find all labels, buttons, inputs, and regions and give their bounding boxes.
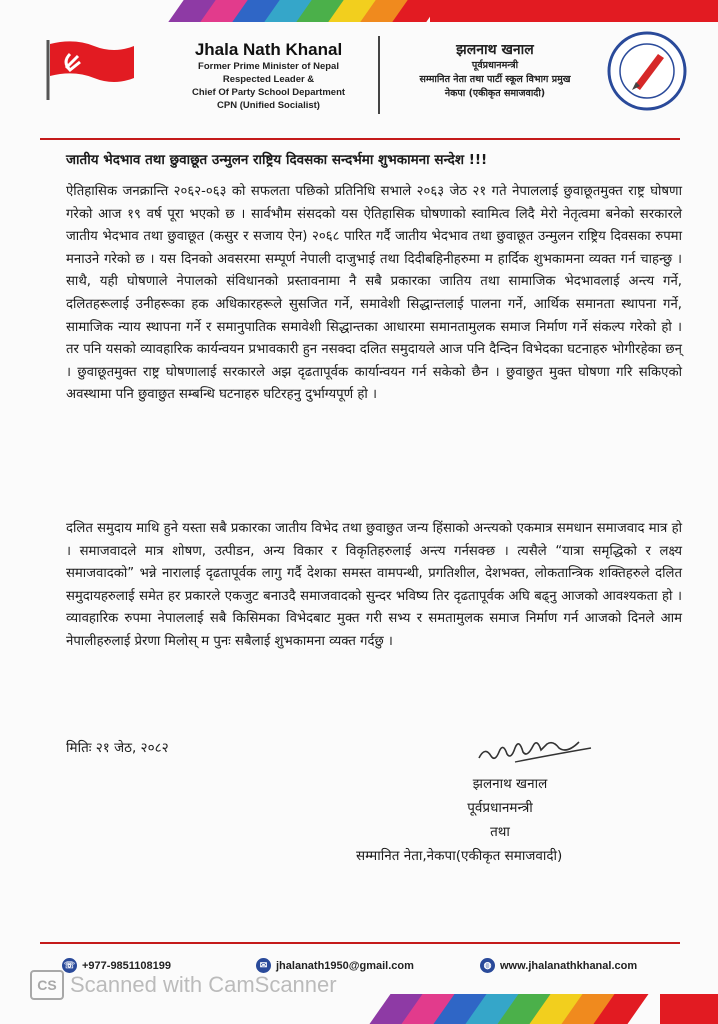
- letterhead: [38, 30, 688, 140]
- phone-number: +977-9851108199: [82, 959, 172, 972]
- hammer-sickle-flag-icon: [44, 38, 136, 100]
- nepali-title-line: सम्मानित नेता तथा पार्टी स्कूल विभाग प्रमुख: [419, 74, 571, 85]
- footer-rule: [40, 942, 680, 944]
- email-address: jhalanath1950@gmail.com: [276, 959, 414, 972]
- letter-date: मितिः २१ जेठ, २०८२: [66, 740, 169, 756]
- signatory-conjunction: तथा: [490, 824, 510, 840]
- globe-icon: ◍: [480, 958, 495, 973]
- english-title-line: Former Prime Minister of Nepal: [198, 61, 339, 72]
- signatory-title: पूर्वप्रधानमन्त्री: [467, 800, 533, 816]
- signatory-role: सम्मानित नेता,नेकपा(एकीकृत समाजवादी): [356, 848, 563, 864]
- letter-paragraph: दलित समुदाय माथि हुने यस्ता सबै प्रकारका जातीय विभेद तथा छुवाछुत जन्य हिंसाको अन्त्यको एकमात्र समधान समाजवाद मात्र हो । समाजवादले मात्र शोषण, उत्पीडन, अन्य विकार र विकृतिहरुलाई अन्त्य गर्नसक्छ । त्यसैले “यात्रा समृद्धिको र लक्ष्य समाजवादको” भन्ने नारालाई दृढतापूर्वक लागु गर्दै देशका समस्त वामपन्थी, प्रगतिशील, देशभक्त, लोकतान्त्रिक शक्तिहरुले दलित समुदायहरुलाई समेत हर प्रकारले एकजुट बनाउदै समाजवादको सुन्दर भविष्य तिर दृढतापूर्वक अघि बढ्नु आजको आवश्यकता हो । व्यावहारिक रुपमा नेपाललाई सबै किसिमका विभेदबाट मुक्त गरी सभ्य र समतामुलक समाज निर्माण गर्न आजको दिनले आम नेपालीहरुलाई प्रेरणा मिलोस् म पुनः सबैलाई शुभकामना व्यक्त गर्दछु ।: [66, 521, 682, 649]
- bottom-color-stripes: [0, 994, 718, 1024]
- english-letterhead: [166, 40, 371, 112]
- handwritten-signature: [475, 728, 595, 768]
- english-title-line: Respected Leader &: [222, 74, 315, 85]
- english-title-line: Chief Of Party School Department: [191, 87, 346, 98]
- nepali-title-line: पूर्वप्रधानमन्त्री: [471, 60, 519, 71]
- signatory-name: झलनाथ खनाल: [472, 776, 548, 792]
- letter-subject: जातीय भेदभाव तथा छुवाछूत उन्मुलन राष्ट्रिय दिवसका सन्दर्भमा शुभकामना सन्देश !!!: [66, 152, 488, 168]
- signatory-block: [350, 772, 650, 868]
- party-seal-icon: [606, 30, 688, 112]
- footer-website: [480, 958, 637, 973]
- watermark-text: Scanned with CamScanner: [70, 972, 337, 997]
- phone-icon: ☏: [62, 958, 77, 973]
- nepali-name: झलनाथ खनाल: [456, 42, 534, 58]
- website-url: www.jhalanathkhanal.com: [500, 959, 638, 972]
- nepali-title-line: नेकपा (एकीकृत समाजवादी): [444, 88, 546, 99]
- english-title-line: CPN (Unified Socialist): [217, 100, 320, 111]
- header-divider: [378, 36, 380, 114]
- email-icon: ✉: [256, 958, 271, 973]
- header-rule: [40, 138, 680, 140]
- top-color-stripes: [0, 0, 718, 22]
- english-name: Jhala Nath Khanal: [194, 40, 343, 59]
- camscanner-logo-icon: CS: [30, 970, 64, 1000]
- nepali-letterhead: [390, 40, 600, 101]
- letter-paragraph: ऐतिहासिक जनक्रान्ति २०६२-०६३ को सफलता पछिको प्रतिनिधि सभाले २०६३ जेठ २१ गते नेपाललाई छुवाछूतमुक्त राष्ट्र घोषणा गरेको आज १९ वर्ष पूरा भएको छ । सार्वभौम संसदको यस ऐतिहासिक घोषणाको स्वामित्व लिदै मेरो नेतृत्वमा बनेको सरकारले जातीय भेदभाव तथा छुवाछूत (कसुर र सजाय ऐन) २०६८ पारित गर्दै जातीय भेदभाव तथा छुवाछूत उन्मुलन राष्ट्रिय दिवसका रुपमा मनाउने गरेको छ । यस दिनको अवसरमा सम्पूर्ण नेपाली दाजुभाई तथा दिदीबहिनीहरुमा म हार्दिक शुभकामना व्यक्त गर्न चाहन्छु । साथै, यही घोषणाले नेपालको संविधानको प्रस्तावनामा नै सबै प्रकारका जातिय तथा सामाजिक भेदभावलाई अन्त्य गर्ने, दलितहरूलाई उनीहरूका हक अधिकारहरूले सुसजित गर्ने, समावेशी सिद्धान्तलाई पालना गर्ने, आर्थिक समानता स्थापना गर्ने, सामाजिक न्याय स्थापना गर्ने र समानुपातिक समावेशी सिद्धान्तका आधारमा समानतामुलक समाज निर्माण गर्ने संकल्प गरेको हो । तर पनि यसको व्यावहारिक कार्यन्वयन प्रभावकारी हुन नसक्दा दलित समुदायले आज पनि दैन्दिन विभेदका घटनाहरु भोगीरहेका छन् । छुवाछूतमुक्त राष्ट्र घोषणालाई सरकारले अझ दृढतापूर्वक कार्यान्वयन गर्न सकेको छैन । छुवाछुत मुक्त घोषणा गरि सकिएको अवस्थामा पनि छुवाछुत सम्बन्धि घटनाहरु घटिरहनु दुर्भाग्यपूर्ण हो ।: [66, 184, 682, 403]
